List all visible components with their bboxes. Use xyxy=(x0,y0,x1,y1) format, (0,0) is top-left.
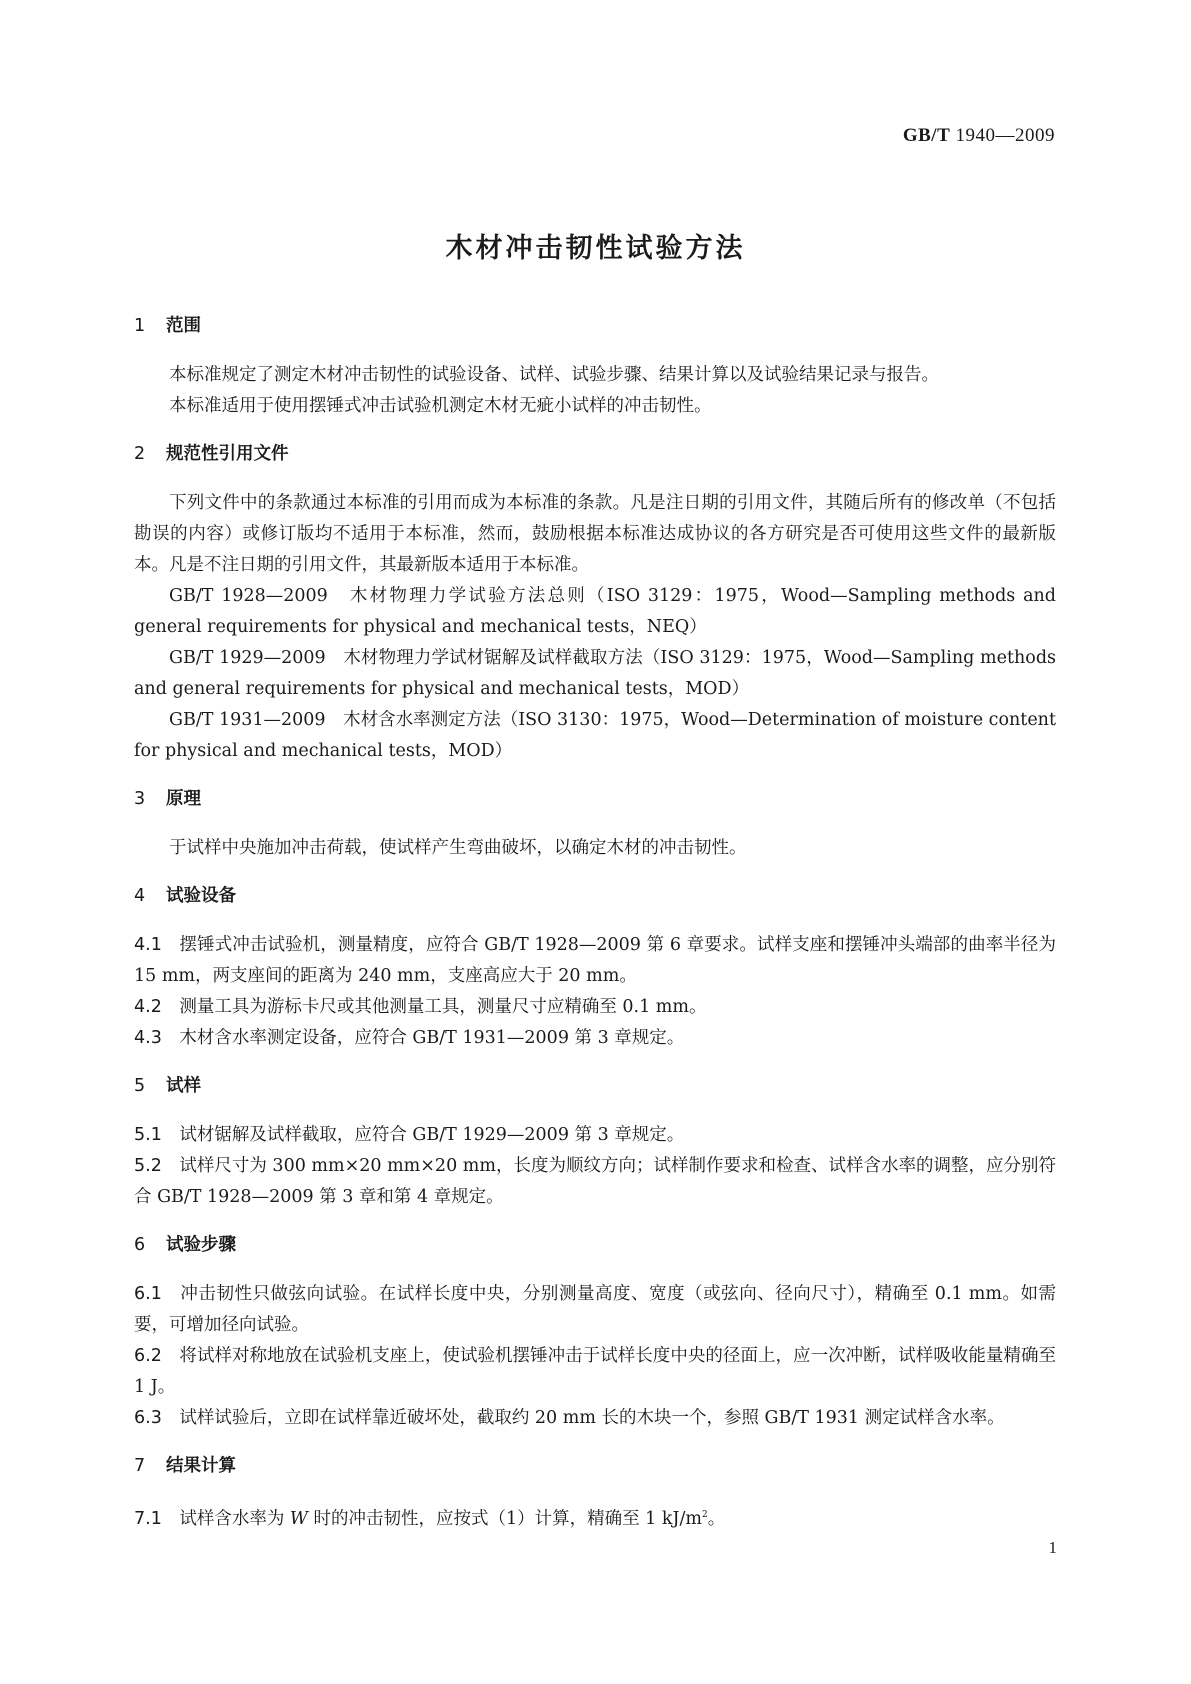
section-heading-principle xyxy=(134,785,1056,813)
clause-number: 7.1 xyxy=(134,1508,162,1529)
section-heading-procedure xyxy=(134,1231,1056,1259)
clause-number: 5.1 xyxy=(134,1125,162,1145)
principle-paragraph: 于试样中央施加冲击荷载，使试样产生弯曲破坏，以确定木材的冲击韧性。 xyxy=(169,838,747,858)
clause-text: 冲击韧性只做弦向试验。在试样长度中央，分别测量高度、宽度（或弦向、径向尺寸），精确至 0.1 mm。如需要，可增加径向试验。 xyxy=(134,1284,1056,1335)
scope-paragraph-1: 本标准规定了测定木材冲击韧性的试验设备、试样、试验步骤、结果计算以及试验结果记录与报告。 xyxy=(169,365,939,385)
section-number: 6 xyxy=(134,1235,146,1255)
clause-6-3 xyxy=(134,1403,1056,1434)
moisture-variable: W xyxy=(289,1508,308,1529)
clause-text: 摆锤式冲击试验机，测量精度，应符合 GB/T 1928—2009 第 6 章要求。试样支座和摆锤冲头端部的曲率半径为 15 mm，两支座间的距离为 240 mm，支座高应大于 20 mm。 xyxy=(134,935,1056,986)
clause-text: 木材含水率测定设备，应符合 GB/T 1931—2009 第 3 章规定。 xyxy=(179,1028,685,1048)
section-heading-scope xyxy=(134,312,1056,340)
clause-text-b: 时的冲击韧性，应按式（1）计算，精确至 1 kJ/m xyxy=(307,1508,702,1529)
section-title: 范围 xyxy=(166,316,201,336)
scope-paragraph-2: 本标准适用于使用摆锤式冲击试验机测定木材无疵小试样的冲击韧性。 xyxy=(169,396,712,416)
section-number: 1 xyxy=(134,316,146,336)
section-heading-equipment xyxy=(134,882,1056,910)
clause-text: 测量工具为游标卡尺或其他测量工具，测量尺寸应精确至 0.1 mm。 xyxy=(179,997,707,1017)
section-number: 2 xyxy=(134,444,146,464)
clause-text-a: 试样含水率为 xyxy=(179,1508,290,1529)
reference-item: GB/T 1931—2009 木材含水率测定方法（ISO 3130：1975，Wood—Determination of moisture content for physical and mechanical tests，MOD） xyxy=(134,710,1056,761)
clause-6-2 xyxy=(134,1341,1056,1403)
document-title: 木材冲击韧性试验方法 xyxy=(445,233,746,264)
clause-number: 6.1 xyxy=(134,1284,162,1304)
clause-4-1 xyxy=(134,930,1056,992)
clause-text: 试材锯解及试样截取，应符合 GB/T 1929—2009 第 3 章规定。 xyxy=(179,1125,685,1145)
section-number: 5 xyxy=(134,1076,146,1096)
clause-number: 5.2 xyxy=(134,1156,162,1176)
clause-4-2 xyxy=(134,992,1056,1023)
clause-text: 试样尺寸为 300 mm×20 mm×20 mm，长度为顺纹方向；试样制作要求和检查、试样含水率的调整，应分别符合 GB/T 1928—2009 第 3 章和第 4 章规定。 xyxy=(134,1156,1057,1207)
clause-number: 4.3 xyxy=(134,1028,162,1048)
section-title: 试验步骤 xyxy=(166,1235,236,1255)
reference-item: GB/T 1928—2009 木材物理力学试验方法总则（ISO 3129：1975，Wood—Sampling methods and general requirements for physical and mechanical tests，NEQ） xyxy=(134,586,1056,637)
reference-item: GB/T 1929—2009 木材物理力学试材锯解及试样截取方法（ISO 3129：1975，Wood—Sampling methods and general requirements for physical and mechanical tests，MOD） xyxy=(134,648,1056,699)
section-number: 4 xyxy=(134,886,146,906)
section-number: 7 xyxy=(134,1456,146,1476)
clause-4-3 xyxy=(134,1023,1056,1054)
standard-code-number: 1940—2009 xyxy=(955,125,1055,146)
clause-number: 4.1 xyxy=(134,935,162,955)
section-title: 规范性引用文件 xyxy=(166,444,289,464)
section-title: 试样 xyxy=(166,1076,201,1096)
section-heading-calculation xyxy=(134,1452,1056,1480)
clause-text: 将试样对称地放在试验机支座上，使试验机摆锤冲击于试样长度中央的径面上，应一次冲断，试样吸收能量精确至 1 J。 xyxy=(134,1346,1057,1397)
section-title: 结果计算 xyxy=(166,1456,236,1476)
clause-text-c: 。 xyxy=(707,1508,726,1529)
clause-number: 4.2 xyxy=(134,997,162,1017)
clause-5-1 xyxy=(134,1120,1056,1151)
clause-number: 6.2 xyxy=(134,1346,162,1366)
clause-5-2 xyxy=(134,1151,1056,1213)
clause-6-1 xyxy=(134,1279,1056,1341)
section-heading-specimen xyxy=(134,1072,1056,1100)
references-intro: 下列文件中的条款通过本标准的引用而成为本标准的条款。凡是注日期的引用文件，其随后所有的修改单（不包括勘误的内容）或修订版均不适用于本标准，然而，鼓励根据本标准达成协议的各方研究是否可使用这些文件的最新版本。凡是不注日期的引用文件，其最新版本适用于本标准。 xyxy=(134,493,1056,575)
clause-7-1 xyxy=(134,1500,1056,1535)
standard-code xyxy=(903,125,1055,147)
unit-exponent: 2 xyxy=(701,1510,708,1520)
page-number: 1 xyxy=(1048,1538,1057,1557)
section-title: 试验设备 xyxy=(166,886,236,906)
standard-code-prefix: GB/T xyxy=(902,125,951,146)
section-title: 原理 xyxy=(166,789,201,809)
section-number: 3 xyxy=(134,789,146,809)
section-heading-references xyxy=(134,440,1056,468)
document-body xyxy=(134,312,1056,1535)
clause-text: 试样试验后，立即在试样靠近破坏处，截取约 20 mm 长的木块一个，参照 GB/T 1931 测定试样含水率。 xyxy=(179,1408,1005,1428)
clause-number: 6.3 xyxy=(134,1408,162,1428)
